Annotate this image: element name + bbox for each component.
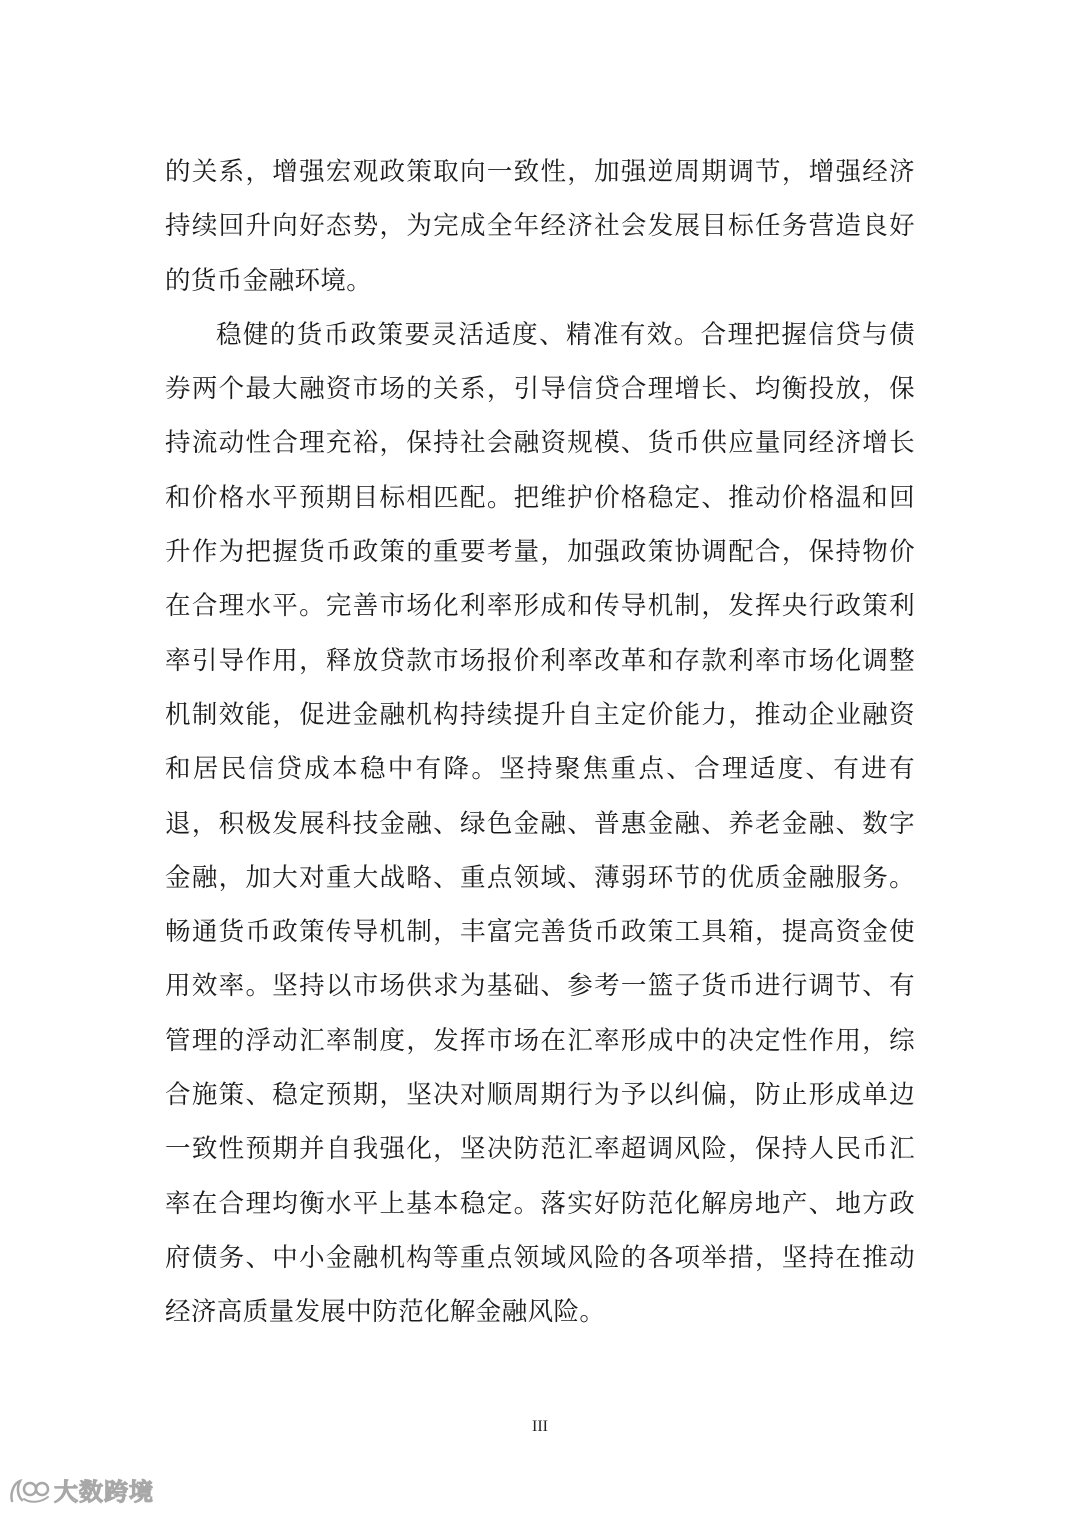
paragraph-monetary-policy: 稳健的货币政策要灵活适度、精准有效。合理把握信贷与债券两个最大融资市场的关系，引导信贷合理增长、均衡投放，保持流动性合理充裕，保持社会融资规模、货币供应量同经济增长和价格水平预期目标相匹配。把维护价格稳定、推动价格温和回升作为把握货币政策的重要考量，加强政策协调配合，保持物价在合理水平。完善市场化利率形成和传导机制，发挥央行政策利率引导作用，释放贷款市场报价利率改革和存款利率市场化调整机制效能，促进金融机构持续提升自主定价能力，推动企业融资和居民信贷成本稳中有降。坚持聚焦重点、合理适度、有进有退，积极发展科技金融、绿色金融、普惠金融、养老金融、数字金融，加大对重大战略、重点领域、薄弱环节的优质金融服务。畅通货币政策传导机制，丰富完善货币政策工具箱，提高资金使用效率。坚持以市场供求为基础、参考一篮子货币进行调节、有管理的浮动汇率制度，发挥市场在汇率形成中的决定性作用，综合施策、稳定预期，坚决对顺周期行为予以纠偏，防止形成单边一致性预期并自我强化，坚决防范汇率超调风险，保持人民币汇率在合理均衡水平上基本稳定。落实好防范化解房地产、地方政府债务、中小金融机构等重点领域风险的各项举措，坚持在推动经济高质量发展中防范化解金融风险。 xyxy=(165,319,915,1328)
watermark-text: 大数跨境 xyxy=(54,1478,154,1506)
page-number: III xyxy=(532,1418,548,1435)
watermark xyxy=(8,1472,154,1507)
document-body xyxy=(165,145,915,1340)
paragraph-continuation: 的关系，增强宏观政策取向一致性，加强逆周期调节，增强经济持续回升向好态势，为完成全年经济社会发展目标任务营造良好的货币金融环境。 xyxy=(165,157,915,296)
brand-logo-icon xyxy=(8,1475,52,1505)
